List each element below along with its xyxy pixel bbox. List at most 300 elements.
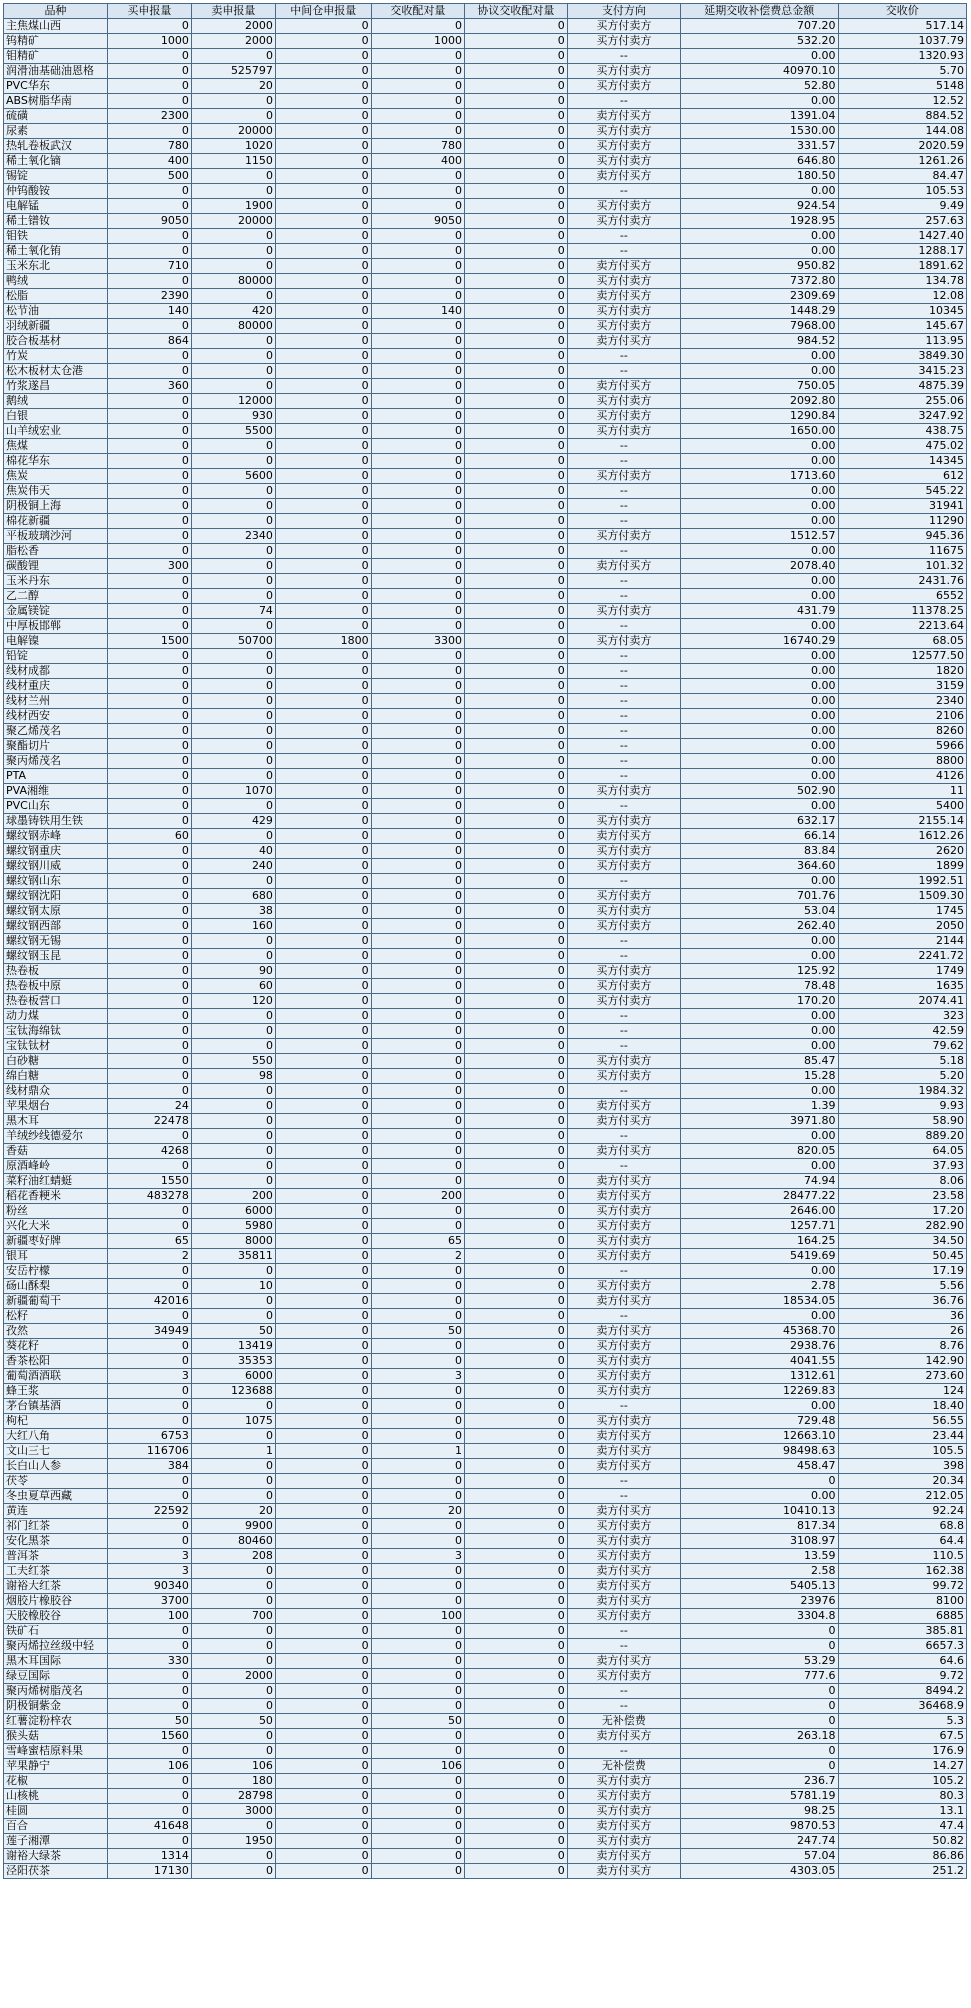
cell-delivery-matched: 0 [371, 949, 464, 964]
cell-variety: 竹浆遂昌 [4, 379, 108, 394]
table-row [4, 1579, 967, 1594]
cell-delivery-matched: 0 [371, 979, 464, 994]
cell-delivery-matched: 0 [371, 1804, 464, 1819]
cell-sell-declared: 0 [191, 1309, 275, 1324]
cell-intermediate-warehouse-declared: 0 [275, 1489, 371, 1504]
cell-variety: 祁门红茶 [4, 1519, 108, 1534]
cell-variety: 百合 [4, 1819, 108, 1834]
table-row [4, 574, 967, 589]
cell-deferred-compensation-total: 820.05 [680, 1144, 838, 1159]
cell-delivery-matched: 0 [371, 49, 464, 64]
cell-variety: 稻花香粳米 [4, 1189, 108, 1204]
cell-delivery-matched: 0 [371, 1774, 464, 1789]
cell-delivery-matched: 0 [371, 499, 464, 514]
cell-agreement-matched: 0 [465, 439, 568, 454]
cell-variety: 线材重庆 [4, 679, 108, 694]
cell-variety: 聚乙烯茂名 [4, 724, 108, 739]
cell-deferred-compensation-total: 180.50 [680, 169, 838, 184]
cell-agreement-matched: 0 [465, 1144, 568, 1159]
cell-buy-declared: 50 [107, 1714, 191, 1729]
cell-variety: 香茶松阳 [4, 1354, 108, 1369]
table-row [4, 1444, 967, 1459]
cell-intermediate-warehouse-declared: 0 [275, 1804, 371, 1819]
cell-delivery-matched: 0 [371, 1624, 464, 1639]
cell-agreement-matched: 0 [465, 919, 568, 934]
cell-deferred-compensation-total: 0 [680, 1684, 838, 1699]
cell-deferred-compensation-total: 125.92 [680, 964, 838, 979]
cell-delivery-price: 2340 [838, 694, 966, 709]
cell-variety: 冬虫夏草西藏 [4, 1489, 108, 1504]
cell-sell-declared: 0 [191, 1849, 275, 1864]
cell-intermediate-warehouse-declared: 0 [275, 919, 371, 934]
cell-agreement-matched: 0 [465, 1504, 568, 1519]
cell-agreement-matched: 0 [465, 1114, 568, 1129]
cell-delivery-matched: 100 [371, 1609, 464, 1624]
cell-delivery-price: 8.76 [838, 1339, 966, 1354]
cell-delivery-price: 50.82 [838, 1834, 966, 1849]
cell-delivery-matched: 0 [371, 589, 464, 604]
cell-payment-direction: -- [567, 589, 680, 604]
table-row [4, 1864, 967, 1879]
cell-sell-declared: 0 [191, 934, 275, 949]
cell-intermediate-warehouse-declared: 0 [275, 1684, 371, 1699]
cell-buy-declared: 22592 [107, 1504, 191, 1519]
cell-intermediate-warehouse-declared: 0 [275, 484, 371, 499]
cell-variety: ABS树脂华南 [4, 94, 108, 109]
cell-payment-direction: -- [567, 1039, 680, 1054]
table-row [4, 1279, 967, 1294]
cell-sell-declared: 0 [191, 754, 275, 769]
cell-variety: 润滑油基础油恩格 [4, 64, 108, 79]
cell-deferred-compensation-total: 262.40 [680, 919, 838, 934]
table-row [4, 1309, 967, 1324]
cell-agreement-matched: 0 [465, 1174, 568, 1189]
cell-deferred-compensation-total: 1530.00 [680, 124, 838, 139]
cell-intermediate-warehouse-declared: 0 [275, 874, 371, 889]
cell-variety: 棉花新疆 [4, 514, 108, 529]
cell-variety: 宝钛钛材 [4, 1039, 108, 1054]
cell-sell-declared: 38 [191, 904, 275, 919]
cell-intermediate-warehouse-declared: 0 [275, 1174, 371, 1189]
cell-sell-declared: 123688 [191, 1384, 275, 1399]
cell-payment-direction: 买方付卖方 [567, 889, 680, 904]
cell-buy-declared: 0 [107, 349, 191, 364]
cell-sell-declared: 0 [191, 1099, 275, 1114]
cell-delivery-matched: 0 [371, 1204, 464, 1219]
cell-intermediate-warehouse-declared: 0 [275, 139, 371, 154]
cell-payment-direction: -- [567, 1639, 680, 1654]
cell-buy-declared: 0 [107, 574, 191, 589]
table-header [4, 4, 967, 19]
cell-payment-direction: 卖方付买方 [567, 1459, 680, 1474]
cell-delivery-price: 1891.62 [838, 259, 966, 274]
cell-variety: 锡锭 [4, 169, 108, 184]
cell-intermediate-warehouse-declared: 0 [275, 1144, 371, 1159]
cell-variety: 螺纹钢赤峰 [4, 829, 108, 844]
cell-payment-direction: -- [567, 724, 680, 739]
cell-deferred-compensation-total: 0.00 [680, 1024, 838, 1039]
cell-variety: 鸭绒 [4, 274, 108, 289]
cell-deferred-compensation-total: 0.00 [680, 694, 838, 709]
cell-deferred-compensation-total: 0.00 [680, 184, 838, 199]
table-row [4, 454, 967, 469]
table-row [4, 919, 967, 934]
cell-delivery-price: 34.50 [838, 1234, 966, 1249]
cell-sell-declared: 0 [191, 1639, 275, 1654]
cell-deferred-compensation-total: 28477.22 [680, 1189, 838, 1204]
cell-variety: 焦炭 [4, 469, 108, 484]
cell-payment-direction: 买方付卖方 [567, 859, 680, 874]
cell-variety: 白砂糖 [4, 1054, 108, 1069]
cell-agreement-matched: 0 [465, 1534, 568, 1549]
cell-intermediate-warehouse-declared: 0 [275, 1159, 371, 1174]
cell-sell-declared: 525797 [191, 64, 275, 79]
cell-intermediate-warehouse-declared: 0 [275, 199, 371, 214]
cell-delivery-price: 5.20 [838, 1069, 966, 1084]
cell-payment-direction: -- [567, 619, 680, 634]
cell-variety: 胶合板基材 [4, 334, 108, 349]
cell-delivery-matched: 2 [371, 1249, 464, 1264]
cell-delivery-matched: 0 [371, 709, 464, 724]
table-row [4, 94, 967, 109]
cell-deferred-compensation-total: 170.20 [680, 994, 838, 1009]
cell-deferred-compensation-total: 2092.80 [680, 394, 838, 409]
cell-delivery-price: 64.6 [838, 1654, 966, 1669]
cell-intermediate-warehouse-declared: 0 [275, 319, 371, 334]
cell-delivery-matched: 400 [371, 154, 464, 169]
cell-intermediate-warehouse-declared: 0 [275, 559, 371, 574]
cell-buy-declared: 0 [107, 709, 191, 724]
cell-sell-declared: 0 [191, 1084, 275, 1099]
cell-delivery-matched: 0 [371, 19, 464, 34]
cell-sell-declared: 0 [191, 1459, 275, 1474]
cell-delivery-matched: 0 [371, 64, 464, 79]
cell-delivery-price: 1612.26 [838, 829, 966, 844]
cell-agreement-matched: 0 [465, 1819, 568, 1834]
table-row [4, 1849, 967, 1864]
cell-deferred-compensation-total: 85.47 [680, 1054, 838, 1069]
cell-delivery-price: 282.90 [838, 1219, 966, 1234]
cell-deferred-compensation-total: 0.00 [680, 1009, 838, 1024]
table-row [4, 1594, 967, 1609]
cell-delivery-matched: 0 [371, 1114, 464, 1129]
cell-variety: 螺纹钢山东 [4, 874, 108, 889]
cell-intermediate-warehouse-declared: 0 [275, 49, 371, 64]
cell-intermediate-warehouse-declared: 0 [275, 1609, 371, 1624]
table-row [4, 904, 967, 919]
cell-deferred-compensation-total: 1512.57 [680, 529, 838, 544]
cell-payment-direction: 卖方付买方 [567, 559, 680, 574]
table-row [4, 1714, 967, 1729]
cell-delivery-price: 6552 [838, 589, 966, 604]
cell-agreement-matched: 0 [465, 1024, 568, 1039]
cell-payment-direction: -- [567, 49, 680, 64]
cell-variety: 粉丝 [4, 1204, 108, 1219]
table-row [4, 1129, 967, 1144]
cell-buy-declared: 0 [107, 499, 191, 514]
cell-payment-direction: 买方付卖方 [567, 139, 680, 154]
cell-buy-declared: 0 [107, 694, 191, 709]
cell-buy-declared: 500 [107, 169, 191, 184]
cell-delivery-price: 1899 [838, 859, 966, 874]
cell-agreement-matched: 0 [465, 424, 568, 439]
cell-payment-direction: 卖方付买方 [567, 1144, 680, 1159]
table-row [4, 1669, 967, 1684]
cell-buy-declared: 300 [107, 559, 191, 574]
cell-sell-declared: 0 [191, 709, 275, 724]
cell-intermediate-warehouse-declared: 0 [275, 1504, 371, 1519]
cell-delivery-price: 8100 [838, 1594, 966, 1609]
cell-buy-declared: 780 [107, 139, 191, 154]
cell-buy-declared: 65 [107, 1234, 191, 1249]
table-row [4, 1384, 967, 1399]
cell-delivery-matched: 200 [371, 1189, 464, 1204]
cell-deferred-compensation-total: 750.05 [680, 379, 838, 394]
cell-delivery-matched: 20 [371, 1504, 464, 1519]
cell-intermediate-warehouse-declared: 0 [275, 34, 371, 49]
cell-sell-declared: 0 [191, 514, 275, 529]
cell-agreement-matched: 0 [465, 319, 568, 334]
cell-agreement-matched: 0 [465, 94, 568, 109]
table-row [4, 259, 967, 274]
cell-agreement-matched: 0 [465, 1564, 568, 1579]
cell-payment-direction: 无补偿费 [567, 1759, 680, 1774]
cell-variety: 稀土氧化铕 [4, 244, 108, 259]
cell-payment-direction: 卖方付买方 [567, 259, 680, 274]
cell-variety: 烟胶片橡胶谷 [4, 1594, 108, 1609]
cell-payment-direction: 买方付卖方 [567, 1789, 680, 1804]
cell-deferred-compensation-total: 532.20 [680, 34, 838, 49]
cell-delivery-matched: 0 [371, 994, 464, 1009]
cell-delivery-price: 67.5 [838, 1729, 966, 1744]
cell-buy-declared: 0 [107, 1474, 191, 1489]
table-row [4, 1654, 967, 1669]
cell-deferred-compensation-total: 0.00 [680, 1159, 838, 1174]
cell-delivery-matched: 0 [371, 79, 464, 94]
cell-intermediate-warehouse-declared: 0 [275, 1849, 371, 1864]
table-row [4, 739, 967, 754]
cell-sell-declared: 0 [191, 1174, 275, 1189]
cell-delivery-price: 99.72 [838, 1579, 966, 1594]
cell-sell-declared: 0 [191, 1624, 275, 1639]
cell-delivery-price: 105.53 [838, 184, 966, 199]
cell-intermediate-warehouse-declared: 0 [275, 364, 371, 379]
cell-delivery-matched: 140 [371, 304, 464, 319]
cell-agreement-matched: 0 [465, 124, 568, 139]
cell-delivery-matched: 0 [371, 1864, 464, 1879]
cell-intermediate-warehouse-declared: 0 [275, 184, 371, 199]
table-row [4, 1204, 967, 1219]
table-row [4, 529, 967, 544]
cell-sell-declared: 5500 [191, 424, 275, 439]
cell-delivery-price: 68.05 [838, 634, 966, 649]
cell-agreement-matched: 0 [465, 394, 568, 409]
cell-deferred-compensation-total: 98.25 [680, 1804, 838, 1819]
cell-buy-declared: 3 [107, 1549, 191, 1564]
cell-variety: 螺纹钢西部 [4, 919, 108, 934]
cell-variety: 安化黑茶 [4, 1534, 108, 1549]
cell-deferred-compensation-total: 0.00 [680, 484, 838, 499]
cell-agreement-matched: 0 [465, 829, 568, 844]
cell-deferred-compensation-total: 0.00 [680, 799, 838, 814]
cell-variety: 天胶橡胶谷 [4, 1609, 108, 1624]
cell-deferred-compensation-total: 74.94 [680, 1174, 838, 1189]
cell-deferred-compensation-total: 0.00 [680, 949, 838, 964]
cell-deferred-compensation-total: 0 [680, 1714, 838, 1729]
cell-payment-direction: 买方付卖方 [567, 1219, 680, 1234]
cell-delivery-price: 1984.32 [838, 1084, 966, 1099]
cell-payment-direction: 买方付卖方 [567, 529, 680, 544]
cell-payment-direction: 卖方付买方 [567, 1444, 680, 1459]
cell-payment-direction: -- [567, 1489, 680, 1504]
cell-intermediate-warehouse-declared: 0 [275, 19, 371, 34]
table-row [4, 619, 967, 634]
table-row [4, 484, 967, 499]
cell-buy-declared: 0 [107, 1129, 191, 1144]
cell-intermediate-warehouse-declared: 0 [275, 1414, 371, 1429]
cell-deferred-compensation-total: 3304.8 [680, 1609, 838, 1624]
cell-intermediate-warehouse-declared: 0 [275, 1039, 371, 1054]
cell-buy-declared: 100 [107, 1609, 191, 1624]
cell-variety: 松节油 [4, 304, 108, 319]
cell-agreement-matched: 0 [465, 574, 568, 589]
cell-delivery-price: 1745 [838, 904, 966, 919]
cell-sell-declared: 420 [191, 304, 275, 319]
table-row [4, 229, 967, 244]
cell-delivery-matched: 0 [371, 829, 464, 844]
cell-variety: 热卷板 [4, 964, 108, 979]
cell-buy-declared: 0 [107, 544, 191, 559]
cell-variety: 阴极铜上海 [4, 499, 108, 514]
table-row [4, 34, 967, 49]
cell-intermediate-warehouse-declared: 0 [275, 739, 371, 754]
cell-sell-declared: 0 [191, 1474, 275, 1489]
cell-agreement-matched: 0 [465, 499, 568, 514]
cell-sell-declared: 0 [191, 244, 275, 259]
table-row [4, 469, 967, 484]
cell-agreement-matched: 0 [465, 1759, 568, 1774]
cell-delivery-price: 113.95 [838, 334, 966, 349]
cell-intermediate-warehouse-declared: 0 [275, 829, 371, 844]
cell-delivery-price: 3247.92 [838, 409, 966, 424]
table-row [4, 1834, 967, 1849]
cell-sell-declared: 20000 [191, 214, 275, 229]
cell-sell-declared: 0 [191, 664, 275, 679]
cell-delivery-matched: 0 [371, 1459, 464, 1474]
cell-payment-direction: 卖方付买方 [567, 1189, 680, 1204]
cell-variety: 香菇 [4, 1144, 108, 1159]
cell-deferred-compensation-total: 0.00 [680, 229, 838, 244]
cell-agreement-matched: 0 [465, 1279, 568, 1294]
cell-delivery-matched: 65 [371, 1234, 464, 1249]
cell-buy-declared: 0 [107, 1084, 191, 1099]
cell-buy-declared: 0 [107, 1744, 191, 1759]
cell-sell-declared: 0 [191, 1579, 275, 1594]
cell-deferred-compensation-total: 0.00 [680, 94, 838, 109]
cell-buy-declared: 0 [107, 1489, 191, 1504]
cell-sell-declared: 2000 [191, 34, 275, 49]
cell-delivery-price: 1288.17 [838, 244, 966, 259]
cell-variety: 阴极铜紫金 [4, 1699, 108, 1714]
cell-variety: 碳酸锂 [4, 559, 108, 574]
cell-delivery-price: 17.20 [838, 1204, 966, 1219]
cell-agreement-matched: 0 [465, 1789, 568, 1804]
cell-delivery-price: 1820 [838, 664, 966, 679]
cell-buy-declared: 0 [107, 1669, 191, 1684]
cell-payment-direction: 买方付卖方 [567, 79, 680, 94]
cell-buy-declared: 0 [107, 754, 191, 769]
cell-delivery-price: 37.93 [838, 1159, 966, 1174]
cell-delivery-matched: 0 [371, 1849, 464, 1864]
cell-buy-declared: 0 [107, 184, 191, 199]
cell-buy-declared: 864 [107, 334, 191, 349]
cell-agreement-matched: 0 [465, 1399, 568, 1414]
cell-buy-declared: 0 [107, 439, 191, 454]
cell-intermediate-warehouse-declared: 0 [275, 1699, 371, 1714]
cell-intermediate-warehouse-declared: 0 [275, 1429, 371, 1444]
cell-variety: PVA湘维 [4, 784, 108, 799]
cell-delivery-price: 517.14 [838, 19, 966, 34]
cell-variety: 谢裕大绿茶 [4, 1849, 108, 1864]
cell-deferred-compensation-total: 1650.00 [680, 424, 838, 439]
cell-sell-declared: 0 [191, 289, 275, 304]
cell-intermediate-warehouse-declared: 0 [275, 649, 371, 664]
cell-agreement-matched: 0 [465, 1459, 568, 1474]
cell-variety: 铅锭 [4, 649, 108, 664]
cell-delivery-price: 6885 [838, 1609, 966, 1624]
cell-agreement-matched: 0 [465, 289, 568, 304]
cell-buy-declared: 1000 [107, 34, 191, 49]
cell-variety: 安岳柠檬 [4, 1264, 108, 1279]
cell-delivery-matched: 0 [371, 604, 464, 619]
cell-delivery-price: 5.56 [838, 1279, 966, 1294]
table-row [4, 499, 967, 514]
cell-delivery-price: 12.08 [838, 289, 966, 304]
cell-delivery-price: 3849.30 [838, 349, 966, 364]
cell-delivery-price: 92.24 [838, 1504, 966, 1519]
cell-buy-declared: 41648 [107, 1819, 191, 1834]
cell-deferred-compensation-total: 0.00 [680, 1039, 838, 1054]
cell-sell-declared: 0 [191, 349, 275, 364]
cell-agreement-matched: 0 [465, 469, 568, 484]
cell-deferred-compensation-total: 729.48 [680, 1414, 838, 1429]
cell-buy-declared: 360 [107, 379, 191, 394]
cell-intermediate-warehouse-declared: 0 [275, 1384, 371, 1399]
cell-delivery-price: 11675 [838, 544, 966, 559]
column-header-sell-declared: 卖申报量 [191, 4, 275, 19]
cell-delivery-price: 124 [838, 1384, 966, 1399]
cell-variety: 鹅绒 [4, 394, 108, 409]
cell-payment-direction: 买方付卖方 [567, 1279, 680, 1294]
table-row [4, 19, 967, 34]
table-row [4, 124, 967, 139]
cell-sell-declared: 6000 [191, 1369, 275, 1384]
table-row [4, 274, 967, 289]
cell-sell-declared: 208 [191, 1549, 275, 1564]
cell-sell-declared: 0 [191, 1699, 275, 1714]
cell-delivery-matched: 1000 [371, 34, 464, 49]
cell-delivery-matched: 0 [371, 1399, 464, 1414]
cell-sell-declared: 2000 [191, 1669, 275, 1684]
cell-variety: 黑木耳国际 [4, 1654, 108, 1669]
cell-sell-declared: 20 [191, 79, 275, 94]
cell-delivery-matched: 0 [371, 259, 464, 274]
cell-delivery-matched: 0 [371, 1474, 464, 1489]
cell-agreement-matched: 0 [465, 334, 568, 349]
cell-intermediate-warehouse-declared: 0 [275, 1759, 371, 1774]
cell-buy-declared: 0 [107, 784, 191, 799]
cell-buy-declared: 1314 [107, 1849, 191, 1864]
